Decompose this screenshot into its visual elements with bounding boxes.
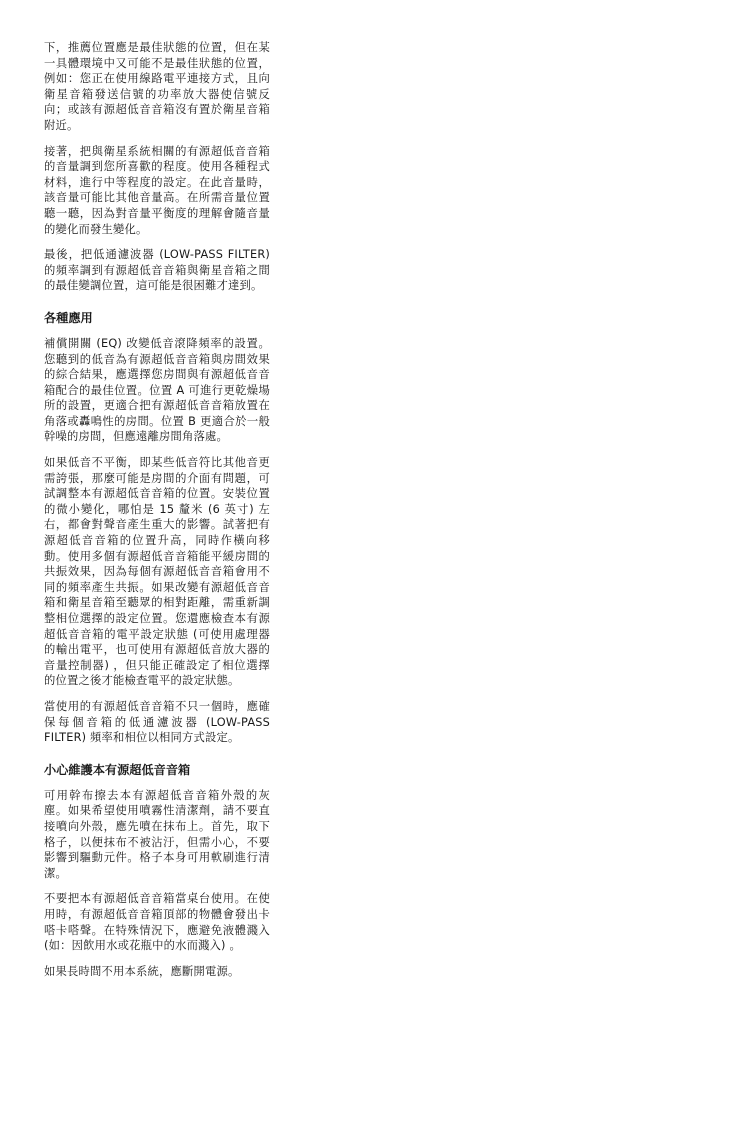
- section-heading-applications: 各種應用: [44, 310, 93, 325]
- paragraph: 下，推薦位置應是最佳狀態的位置，但在某一具體環境中又可能不是最佳狀態的位置，例如：您正在使用線路電平連接方式，且向衛星音箱發送信號的功率放大器使信號反向；或該有源超低音音箱沒有置於衛星音箱附近。: [44, 41, 270, 132]
- paragraph: 接著，把與衛星系統相關的有源超低音音箱的音量調到您所喜歡的程度。使用各種程式材料，進行中等程度的設定。在此音量時，該音量可能比其他音量高。在所需音量位置聽一聽，因為對音量平衡度的理解會隨音量的變化而發生變化。: [44, 144, 270, 236]
- paragraph: 補償開關 (EQ) 改變低音滾降頻率的設置。您聽到的低音為有源超低音音箱與房間效果的綜合結果，應選擇您房間與有源超低音音箱配合的最佳位置。位置 A 可進行更乾燥場所的設置，更適合把有源超低音音箱放置在角落或轟鳴性的房間。位置 B 更適合於一般幹噪的房間，但應遠離房間角落處。: [44, 336, 270, 444]
- paragraph: 如果長時間不用本系統，應斷開電源。: [44, 964, 240, 978]
- paragraph: 當使用的有源超低音音箱不只一個時，應確保每個音箱的低通濾波器 (LOW-PASS FILTER) 頻率和相位以相同方式設定。: [44, 699, 270, 745]
- section-heading-maintenance: 小心維護本有源超低音音箱: [44, 762, 191, 777]
- paragraph: 如果低音不平衡，即某些低音符比其他音更需誇張，那麼可能是房間的介面有問題，可試調整本有源超低音音箱的位置。安裝位置的微小變化，哪怕是 15 釐米 (6 英寸) 左右，都會對聲音產生重大的影響。試著把有源超低音音箱的位置升高，同時作橫向移動。使用多個有源超低音音箱能平緩房間的共振效果，因為每個有源超低音音箱會用不同的頻率產生共振。如果改變有源超低音音箱和衛星音箱至聽眾的相對距離，需重新調整相位選擇的設定位置。您還應檢查本有源超低音音箱的電平設定狀態 (可使用處理器的輸出電平，也可使用有源超低音放大器的音量控制器) ，但只能正確設定了相位選擇的位置之後才能檢查電平的設定狀態。: [44, 456, 270, 688]
- paragraph: 可用幹布擦去本有源超低音音箱外殼的灰塵。如果希望使用噴霧性清潔劑，請不要直接噴向外殼，應先噴在抹布上。首先，取下格子，以便抹布不被沾汙，但需小心，不要影響到驅動元件。格子本身可用軟刷進行清潔。: [44, 788, 270, 880]
- paragraph: 最後，把低通濾波器 (LOW-PASS FILTER) 的頻率調到有源超低音音箱與衛星音箱之間的最佳變調位置，這可能是很困難才達到。: [44, 248, 270, 293]
- paragraph: 不要把本有源超低音音箱當桌台使用。在使用時，有源超低音音箱頂部的物體會發出卡嗒卡嗒聲。在特殊情況下，應避免液體濺入 (如：因飲用水或花瓶中的水而濺入) 。: [44, 892, 270, 953]
- text-column: [44, 40, 270, 989]
